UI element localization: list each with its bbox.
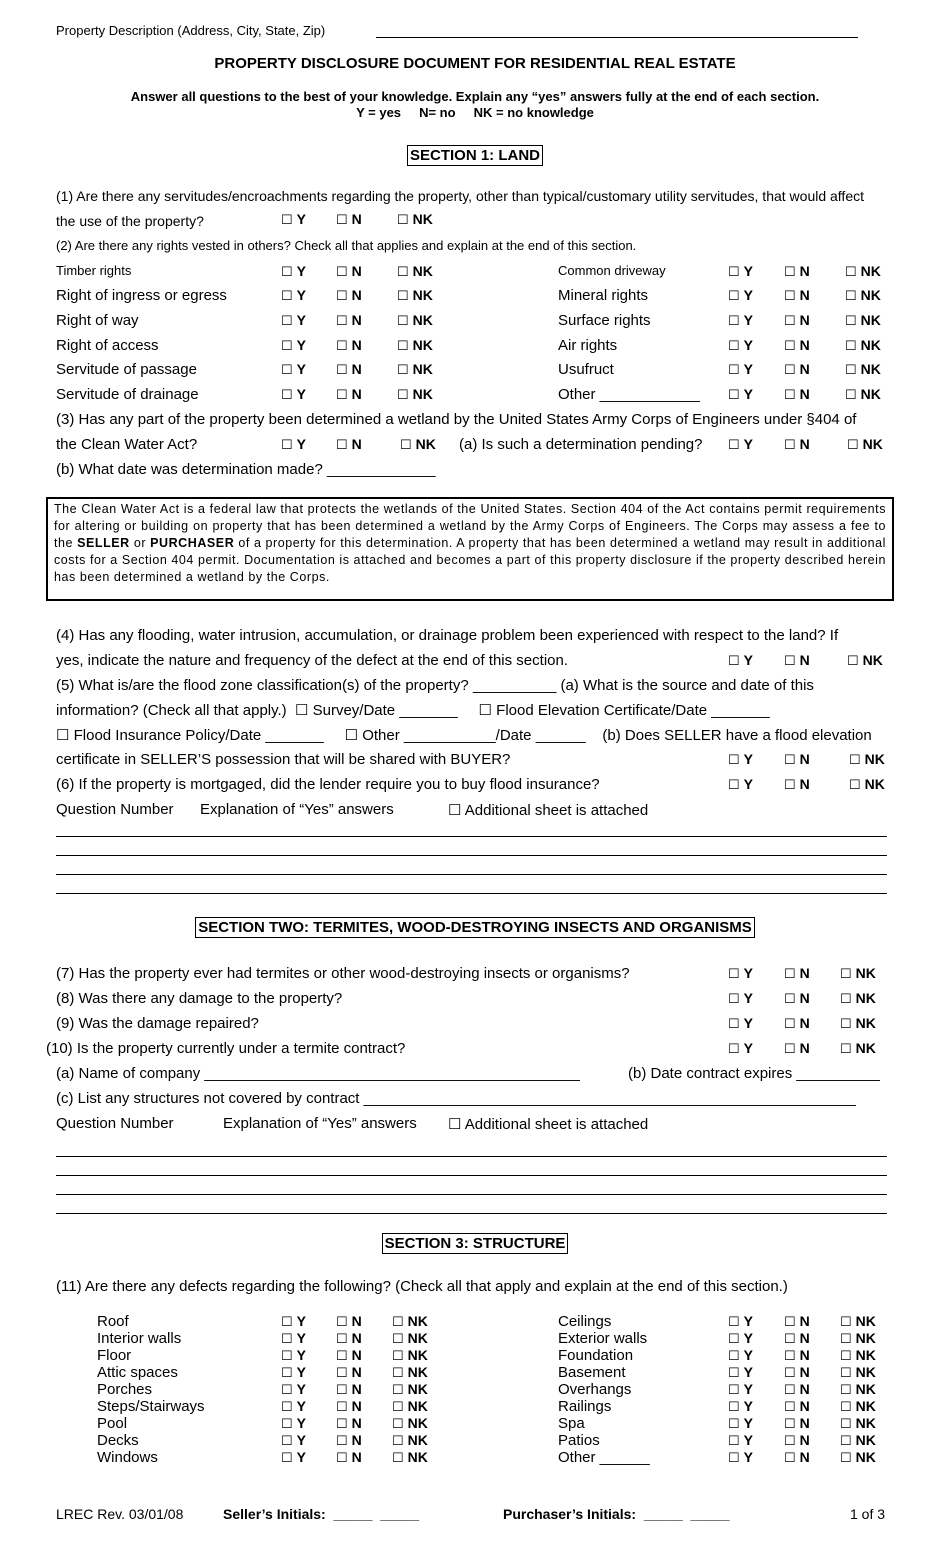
q7-text: (7) Has the property ever had termites or other wood-destroying insects or organisms? — [56, 965, 630, 982]
right-label: Mineral rights — [558, 287, 649, 304]
right-timber-rights-n-checkbox[interactable]: ☐ N — [336, 263, 362, 279]
q6-text: (6) If the property is mortgaged, did the lender require you to buy flood insurance? — [56, 776, 600, 793]
structure-pool-nk-checkbox[interactable]: ☐ NK — [392, 1415, 428, 1431]
structure-item-label: Other ______ — [558, 1449, 650, 1466]
structure-roof-n-checkbox[interactable]: ☐ N — [336, 1313, 362, 1329]
s1-explanation-line[interactable] — [56, 874, 887, 875]
q5-source-options-cont[interactable]: ☐ Flood Insurance Policy/Date _______ ☐ Other ___________/Date ______ (b) Does SELLER have a flood elevation — [56, 727, 872, 744]
structure-basement-y-checkbox[interactable]: ☐ Y — [728, 1364, 753, 1380]
q11-text: (11) Are there any defects regarding the following? (Check all that apply and explain at the end of this section.) — [56, 1278, 788, 1295]
structure-windows-nk-checkbox[interactable]: ☐ NK — [392, 1449, 428, 1465]
right-right-of-access-nk-checkbox[interactable]: ☐ NK — [397, 337, 433, 353]
structure-porches-n-checkbox[interactable]: ☐ N — [336, 1381, 362, 1397]
structure-decks-nk-checkbox[interactable]: ☐ NK — [392, 1432, 428, 1448]
s2-explanation-line[interactable] — [56, 1156, 887, 1157]
q3-nk-checkbox[interactable]: ☐ NK — [400, 436, 436, 452]
seller-initials-field[interactable]: Seller’s Initials: _____ _____ — [223, 1506, 420, 1522]
s2-explanation-label: Explanation of “Yes” answers — [223, 1115, 417, 1132]
q8-nk-checkbox[interactable]: ☐ NK — [840, 990, 876, 1006]
right-surface-rights-n-checkbox[interactable]: ☐ N — [784, 312, 810, 328]
q3a-n-checkbox[interactable]: ☐ N — [784, 436, 810, 452]
structure-interior-walls-y-checkbox[interactable]: ☐ Y — [281, 1330, 306, 1346]
right-usufruct-y-checkbox[interactable]: ☐ Y — [728, 361, 753, 377]
q9-y-checkbox[interactable]: ☐ Y — [728, 1015, 753, 1031]
structure-overhangs-nk-checkbox[interactable]: ☐ NK — [840, 1381, 876, 1397]
structure-basement-n-checkbox[interactable]: ☐ N — [784, 1364, 810, 1380]
structure-roof-y-checkbox[interactable]: ☐ Y — [281, 1313, 306, 1329]
structure-foundation-n-checkbox[interactable]: ☐ N — [784, 1347, 810, 1363]
structure-patios-y-checkbox[interactable]: ☐ Y — [728, 1432, 753, 1448]
structure-item-label: Decks — [97, 1432, 139, 1449]
q10-nk-checkbox[interactable]: ☐ NK — [840, 1040, 876, 1056]
structure-other-y-checkbox[interactable]: ☐ Y — [728, 1449, 753, 1465]
q1-y-checkbox[interactable]: ☐ Y — [281, 211, 306, 227]
right-surface-rights-y-checkbox[interactable]: ☐ Y — [728, 312, 753, 328]
right-other-n-checkbox[interactable]: ☐ N — [784, 386, 810, 402]
structure-interior-walls-n-checkbox[interactable]: ☐ N — [336, 1330, 362, 1346]
q8-text: (8) Was there any damage to the property? — [56, 990, 343, 1007]
structure-floor-n-checkbox[interactable]: ☐ N — [336, 1347, 362, 1363]
property-description-field[interactable] — [376, 37, 858, 38]
q7-nk-checkbox[interactable]: ☐ NK — [840, 965, 876, 981]
structure-item-label: Ceilings — [558, 1313, 612, 1330]
s1-explanation-line[interactable] — [56, 893, 887, 894]
document-title: PROPERTY DISCLOSURE DOCUMENT FOR RESIDENTIAL REAL ESTATE — [214, 55, 736, 72]
section-3-heading: SECTION 3: STRUCTURE — [0, 1235, 950, 1253]
structure-item-label: Foundation — [558, 1347, 634, 1364]
s1-explanation-line[interactable] — [56, 855, 887, 856]
structure-overhangs-n-checkbox[interactable]: ☐ N — [784, 1381, 810, 1397]
s1-additional-sheet-checkbox[interactable]: ☐ Additional sheet is attached — [448, 802, 649, 819]
right-label: Servitude of passage — [56, 361, 197, 378]
structure-spa-n-checkbox[interactable]: ☐ N — [784, 1415, 810, 1431]
s1-explanation-line[interactable] — [56, 836, 887, 837]
q4-y-checkbox[interactable]: ☐ Y — [728, 652, 753, 668]
q3a-y-checkbox[interactable]: ☐ Y — [728, 436, 753, 452]
q1-n-checkbox[interactable]: ☐ N — [336, 211, 362, 227]
q3a-nk-checkbox[interactable]: ☐ NK — [847, 436, 883, 452]
right-label: Other ____________ — [558, 386, 700, 403]
right-mineral-rights-nk-checkbox[interactable]: ☐ NK — [845, 287, 881, 303]
structure-item-label: Overhangs — [558, 1381, 632, 1398]
right-other-nk-checkbox[interactable]: ☐ NK — [845, 386, 881, 402]
right-usufruct-n-checkbox[interactable]: ☐ N — [784, 361, 810, 377]
purchaser-initials-field[interactable]: Purchaser’s Initials: _____ _____ — [503, 1506, 730, 1522]
right-common-driveway-n-checkbox[interactable]: ☐ N — [784, 263, 810, 279]
q4-text: (4) Has any flooding, water intrusion, accumulation, or drainage problem been experienced with respect to the land? If — [56, 627, 839, 644]
q10c-structures-field[interactable]: (c) List any structures not covered by contract ___________________________________________________________ — [56, 1090, 856, 1107]
structure-item-label: Roof — [97, 1313, 129, 1330]
right-servitude-of-drainage-nk-checkbox[interactable]: ☐ NK — [397, 386, 433, 402]
q10a-company-field[interactable]: (a) Name of company _____________________________________________ — [56, 1065, 580, 1082]
q5b-text: certificate in SELLER’S possession that will be shared with BUYER? — [56, 751, 511, 768]
s2-additional-sheet-checkbox[interactable]: ☐ Additional sheet is attached — [448, 1116, 649, 1133]
structure-overhangs-y-checkbox[interactable]: ☐ Y — [728, 1381, 753, 1397]
structure-attic-spaces-n-checkbox[interactable]: ☐ N — [336, 1364, 362, 1380]
section-1-heading: SECTION 1: LAND — [0, 147, 950, 165]
right-label: Right of access — [56, 337, 159, 354]
right-servitude-of-passage-nk-checkbox[interactable]: ☐ NK — [397, 361, 433, 377]
q10-n-checkbox[interactable]: ☐ N — [784, 1040, 810, 1056]
right-label: Right of way — [56, 312, 139, 329]
right-servitude-of-drainage-y-checkbox[interactable]: ☐ Y — [281, 386, 306, 402]
structure-windows-y-checkbox[interactable]: ☐ Y — [281, 1449, 306, 1465]
right-right-of-way-nk-checkbox[interactable]: ☐ NK — [397, 312, 433, 328]
right-right-of-ingress-or-egress-nk-checkbox[interactable]: ☐ NK — [397, 287, 433, 303]
right-timber-rights-y-checkbox[interactable]: ☐ Y — [281, 263, 306, 279]
revision-label: LREC Rev. 03/01/08 — [56, 1506, 184, 1522]
structure-attic-spaces-y-checkbox[interactable]: ☐ Y — [281, 1364, 306, 1380]
right-right-of-access-n-checkbox[interactable]: ☐ N — [336, 337, 362, 353]
right-servitude-of-passage-n-checkbox[interactable]: ☐ N — [336, 361, 362, 377]
structure-item-label: Steps/Stairways — [97, 1398, 205, 1415]
structure-item-label: Pool — [97, 1415, 128, 1432]
right-other-y-checkbox[interactable]: ☐ Y — [728, 386, 753, 402]
q10-text: (10) Is the property currently under a termite contract? — [46, 1040, 406, 1057]
s2-explanation-line[interactable] — [56, 1175, 887, 1176]
structure-item-label: Spa — [558, 1415, 585, 1432]
q10-y-checkbox[interactable]: ☐ Y — [728, 1040, 753, 1056]
structure-other-n-checkbox[interactable]: ☐ N — [784, 1449, 810, 1465]
right-right-of-way-y-checkbox[interactable]: ☐ Y — [281, 312, 306, 328]
right-surface-rights-nk-checkbox[interactable]: ☐ NK — [845, 312, 881, 328]
structure-pool-n-checkbox[interactable]: ☐ N — [336, 1415, 362, 1431]
right-label: Timber rights — [56, 263, 132, 278]
structure-porches-nk-checkbox[interactable]: ☐ NK — [392, 1381, 428, 1397]
q9-nk-checkbox[interactable]: ☐ NK — [840, 1015, 876, 1031]
right-mineral-rights-y-checkbox[interactable]: ☐ Y — [728, 287, 753, 303]
structure-exterior-walls-n-checkbox[interactable]: ☐ N — [784, 1330, 810, 1346]
q2-text: (2) Are there any rights vested in others? Check all that applies and explain at the end of this section. — [56, 238, 637, 253]
right-timber-rights-nk-checkbox[interactable]: ☐ NK — [397, 263, 433, 279]
structure-item-label: Basement — [558, 1364, 626, 1381]
q3a-text: (a) Is such a determination pending? — [459, 436, 703, 453]
q9-n-checkbox[interactable]: ☐ N — [784, 1015, 810, 1031]
structure-item-label: Interior walls — [97, 1330, 182, 1347]
structure-item-label: Floor — [97, 1347, 132, 1364]
q4-nk-checkbox[interactable]: ☐ NK — [847, 652, 883, 668]
instructions: Answer all questions to the best of your knowledge. Explain any “yes” answers fully at the end of each section. — [130, 89, 820, 104]
structure-steps-stairways-y-checkbox[interactable]: ☐ Y — [281, 1398, 306, 1414]
structure-decks-n-checkbox[interactable]: ☐ N — [336, 1432, 362, 1448]
q1-text-cont: the use of the property? — [56, 213, 204, 229]
q4-n-checkbox[interactable]: ☐ N — [784, 652, 810, 668]
q5b-nk-checkbox[interactable]: ☐ NK — [849, 751, 885, 767]
structure-pool-y-checkbox[interactable]: ☐ Y — [281, 1415, 306, 1431]
q3-text: (3) Has any part of the property been determined a wetland by the United States Army Corps of Engineers under §404 of — [56, 411, 857, 428]
q9-text: (9) Was the damage repaired? — [56, 1015, 259, 1032]
structure-basement-nk-checkbox[interactable]: ☐ NK — [840, 1364, 876, 1380]
structure-item-label: Porches — [97, 1381, 153, 1398]
s1-explanation-label: Explanation of “Yes” answers — [200, 801, 394, 818]
clean-water-act-notice: The Clean Water Act is a federal law that protects the wetlands of the United States. Section 404 of the Act contains permit requirements for altering or building on property that has been determined a wetland by the Army Corps of Engineers. The Corps may assess a fee to the SELLER or PURCHASER of a property for this determination. A property that has been determined a wetland may result in additional costs for a Section 404 permit. Documentation is attached and becomes a part of this property disclosure if the property described herein has been determined a wetland by the Corps. — [46, 497, 894, 601]
right-label: Servitude of drainage — [56, 386, 199, 403]
q8-y-checkbox[interactable]: ☐ Y — [728, 990, 753, 1006]
q6-n-checkbox[interactable]: ☐ N — [784, 776, 810, 792]
right-right-of-access-y-checkbox[interactable]: ☐ Y — [281, 337, 306, 353]
s2-explanation-line[interactable] — [56, 1213, 887, 1214]
right-air-rights-n-checkbox[interactable]: ☐ N — [784, 337, 810, 353]
structure-item-label: Railings — [558, 1398, 612, 1415]
structure-steps-stairways-nk-checkbox[interactable]: ☐ NK — [392, 1398, 428, 1414]
right-mineral-rights-n-checkbox[interactable]: ☐ N — [784, 287, 810, 303]
right-right-of-ingress-or-egress-y-checkbox[interactable]: ☐ Y — [281, 287, 306, 303]
right-label: Right of ingress or egress — [56, 287, 227, 304]
s2-explanation-line[interactable] — [56, 1194, 887, 1195]
q3-text-cont: the Clean Water Act? — [56, 436, 198, 453]
structure-windows-n-checkbox[interactable]: ☐ N — [336, 1449, 362, 1465]
right-servitude-of-passage-y-checkbox[interactable]: ☐ Y — [281, 361, 306, 377]
structure-floor-y-checkbox[interactable]: ☐ Y — [281, 1347, 306, 1363]
structure-foundation-nk-checkbox[interactable]: ☐ NK — [840, 1347, 876, 1363]
q6-y-checkbox[interactable]: ☐ Y — [728, 776, 753, 792]
right-label: Usufruct — [558, 361, 614, 378]
structure-ceilings-n-checkbox[interactable]: ☐ N — [784, 1313, 810, 1329]
right-common-driveway-nk-checkbox[interactable]: ☐ NK — [845, 263, 881, 279]
structure-exterior-walls-y-checkbox[interactable]: ☐ Y — [728, 1330, 753, 1346]
s1-question-number-label: Question Number — [56, 801, 174, 818]
structure-attic-spaces-nk-checkbox[interactable]: ☐ NK — [392, 1364, 428, 1380]
property-description-label: Property Description (Address, City, State, Zip) — [56, 23, 326, 38]
q5b-y-checkbox[interactable]: ☐ Y — [728, 751, 753, 767]
q6-nk-checkbox[interactable]: ☐ NK — [849, 776, 885, 792]
q3b-text: (b) What date was determination made? _____________ — [56, 461, 436, 478]
structure-roof-nk-checkbox[interactable]: ☐ NK — [392, 1313, 428, 1329]
right-label: Common driveway — [558, 263, 666, 278]
right-common-driveway-y-checkbox[interactable]: ☐ Y — [728, 263, 753, 279]
structure-other-nk-checkbox[interactable]: ☐ NK — [840, 1449, 876, 1465]
q7-n-checkbox[interactable]: ☐ N — [784, 965, 810, 981]
structure-railings-nk-checkbox[interactable]: ☐ NK — [840, 1398, 876, 1414]
structure-porches-y-checkbox[interactable]: ☐ Y — [281, 1381, 306, 1397]
answer-legend: Y = yes N= no NK = no knowledge — [356, 105, 594, 120]
q5-source-options[interactable]: information? (Check all that apply.) ☐ Survey/Date _______ ☐ Flood Elevation Certificate/Date _______ — [56, 702, 770, 719]
page-number: 1 of 3 — [850, 1506, 886, 1522]
structure-railings-n-checkbox[interactable]: ☐ N — [784, 1398, 810, 1414]
structure-item-label: Attic spaces — [97, 1364, 178, 1381]
q3-y-checkbox[interactable]: ☐ Y — [281, 436, 306, 452]
structure-item-label: Windows — [97, 1449, 158, 1466]
structure-ceilings-nk-checkbox[interactable]: ☐ NK — [840, 1313, 876, 1329]
structure-floor-nk-checkbox[interactable]: ☐ NK — [392, 1347, 428, 1363]
s2-question-number-label: Question Number — [56, 1115, 174, 1132]
structure-item-label: Exterior walls — [558, 1330, 648, 1347]
section-2-heading: SECTION TWO: TERMITES, WOOD-DESTROYING INSECTS AND ORGANISMS — [0, 919, 950, 937]
right-usufruct-nk-checkbox[interactable]: ☐ NK — [845, 361, 881, 377]
structure-patios-n-checkbox[interactable]: ☐ N — [784, 1432, 810, 1448]
q4-text-cont: yes, indicate the nature and frequency of the defect at the end of this section. — [56, 652, 568, 669]
structure-item-label: Patios — [558, 1432, 600, 1449]
q3-n-checkbox[interactable]: ☐ N — [336, 436, 362, 452]
structure-interior-walls-nk-checkbox[interactable]: ☐ NK — [392, 1330, 428, 1346]
structure-spa-y-checkbox[interactable]: ☐ Y — [728, 1415, 753, 1431]
right-label: Surface rights — [558, 312, 651, 329]
structure-spa-nk-checkbox[interactable]: ☐ NK — [840, 1415, 876, 1431]
structure-steps-stairways-n-checkbox[interactable]: ☐ N — [336, 1398, 362, 1414]
q7-y-checkbox[interactable]: ☐ Y — [728, 965, 753, 981]
structure-decks-y-checkbox[interactable]: ☐ Y — [281, 1432, 306, 1448]
q10b-expiry-field[interactable]: (b) Date contract expires __________ — [628, 1065, 880, 1082]
structure-ceilings-y-checkbox[interactable]: ☐ Y — [728, 1313, 753, 1329]
right-air-rights-nk-checkbox[interactable]: ☐ NK — [845, 337, 881, 353]
right-air-rights-y-checkbox[interactable]: ☐ Y — [728, 337, 753, 353]
right-right-of-ingress-or-egress-n-checkbox[interactable]: ☐ N — [336, 287, 362, 303]
q5b-n-checkbox[interactable]: ☐ N — [784, 751, 810, 767]
structure-railings-y-checkbox[interactable]: ☐ Y — [728, 1398, 753, 1414]
right-label: Air rights — [558, 337, 618, 354]
structure-exterior-walls-nk-checkbox[interactable]: ☐ NK — [840, 1330, 876, 1346]
q1-nk-checkbox[interactable]: ☐ NK — [397, 211, 433, 227]
structure-foundation-y-checkbox[interactable]: ☐ Y — [728, 1347, 753, 1363]
right-servitude-of-drainage-n-checkbox[interactable]: ☐ N — [336, 386, 362, 402]
structure-patios-nk-checkbox[interactable]: ☐ NK — [840, 1432, 876, 1448]
q8-n-checkbox[interactable]: ☐ N — [784, 990, 810, 1006]
q5-text: (5) What is/are the flood zone classification(s) of the property? __________ (a) What is the source and date of this — [56, 677, 814, 694]
q1-text: (1) Are there any servitudes/encroachments regarding the property, other than typical/customary utility servitudes, that would affect — [56, 188, 865, 204]
right-right-of-way-n-checkbox[interactable]: ☐ N — [336, 312, 362, 328]
